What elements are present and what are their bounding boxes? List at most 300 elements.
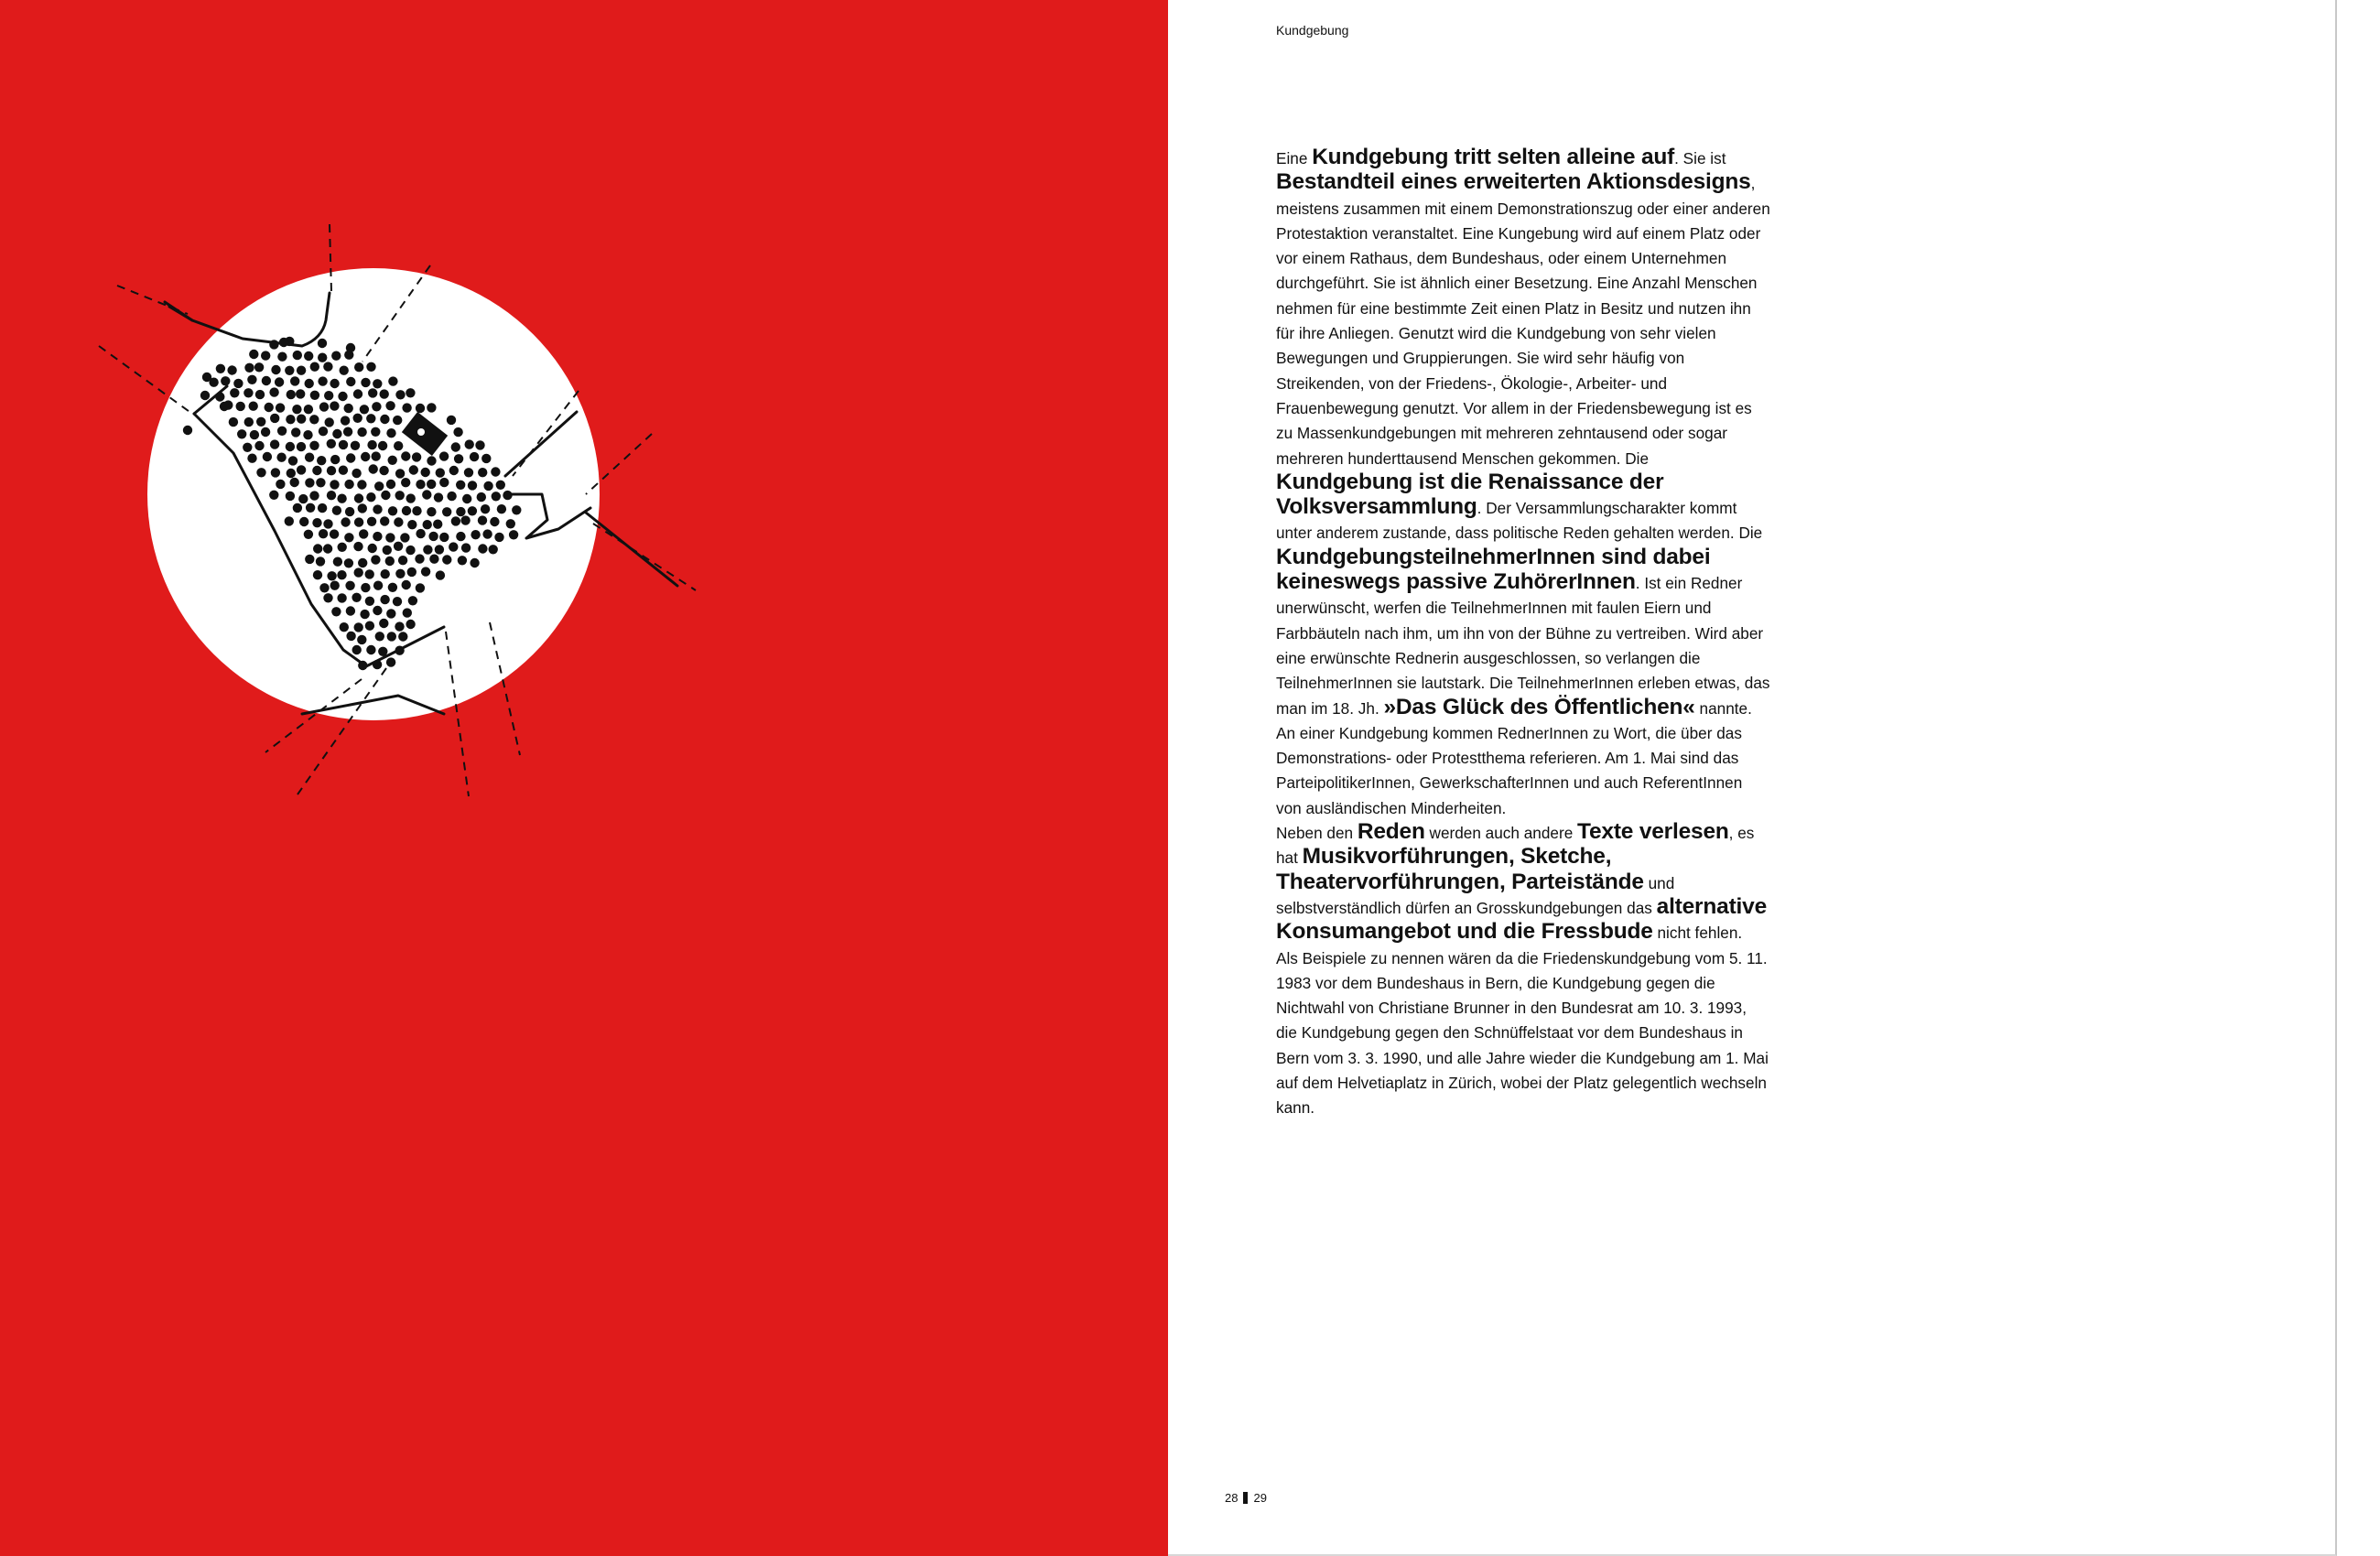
crowd-dot <box>313 544 322 553</box>
body-run: , es hat <box>1276 824 1755 868</box>
crowd-dot <box>353 414 362 423</box>
crowd-dot <box>271 468 280 477</box>
crowd-dot <box>470 452 479 461</box>
crowd-dot <box>360 405 369 414</box>
crowd-dot <box>305 555 314 564</box>
crowd-dot <box>261 427 270 437</box>
crowd-dot <box>352 593 361 602</box>
crowd-dot <box>330 480 339 489</box>
crowd-dot <box>270 414 279 423</box>
highlight-phrase: »Das Glück des Öffentlichen« <box>1383 694 1695 719</box>
highlight-phrase: Texte verlesen <box>1577 819 1729 845</box>
body-run: Eine <box>1276 149 1313 167</box>
crowd-dot <box>286 415 295 424</box>
crowd-dot <box>388 506 397 515</box>
stage-dot <box>417 428 425 436</box>
crowd-dot <box>344 480 353 489</box>
crowd-dot <box>358 503 367 513</box>
crowd-dot <box>244 417 254 427</box>
crowd-dot <box>373 504 382 513</box>
crowd-dot <box>386 609 395 618</box>
crowd-dot <box>371 555 380 564</box>
crowd-dot <box>401 478 410 487</box>
crowd-dot <box>465 439 474 448</box>
crowd-dot <box>352 469 361 478</box>
crowd-dot <box>306 503 315 513</box>
crowd-dot <box>318 503 327 513</box>
body-run: Als Beispiele zu nennen wären da die Friedenskundgebung vom 5. 11. 1983 vor dem Bundeshaus in Bern, die Kundgebung gegen die Nichtwahl von Christiane Brunner in den Bundesrat am 10. 3. 1993, die Kundgebung gegen den Schnüffelstaat vor dem Bundeshaus in Bern vom 3. 3. 1990, und alle Jahre wieder die Kundgebung am 1. Mai auf dem Helvetiaplatz in Zürich, wobei der Platz gelegentlich wechseln kann. <box>1276 948 1769 1118</box>
body-run: Neben den <box>1276 824 1358 843</box>
crowd-dot <box>449 466 459 475</box>
crowd-dot <box>261 351 270 360</box>
crowd-dot <box>346 343 355 352</box>
crowd-dot <box>478 468 487 477</box>
crowd-dot <box>491 467 500 476</box>
crowd-dot <box>340 622 349 632</box>
crowd-dot <box>337 494 346 503</box>
crowd-dot <box>368 544 377 553</box>
body-text <box>1276 146 1770 1121</box>
crowd-dot <box>365 569 374 578</box>
crowd-dot <box>398 632 407 641</box>
crowd-dot <box>290 376 299 385</box>
crowd-dot <box>353 389 362 398</box>
crowd-dot <box>468 506 477 515</box>
crowd-dot <box>230 388 239 397</box>
crowd-dot <box>367 517 376 526</box>
crowd-dot <box>416 480 425 489</box>
crowd-dot <box>434 492 443 502</box>
crowd-dot <box>357 635 366 644</box>
crowd-dot <box>360 610 369 619</box>
crowd-dot <box>470 558 479 567</box>
crowd-dot <box>433 520 442 529</box>
crowd-dot <box>269 340 278 349</box>
crowd-dot <box>290 478 299 487</box>
crowd-dot <box>316 478 325 487</box>
crowd-dot <box>293 351 302 360</box>
crowd-dot <box>451 442 460 451</box>
crowd-dot <box>344 533 353 542</box>
crowd-dot <box>503 491 512 500</box>
crowd-dot <box>451 516 460 525</box>
crowd-dot <box>461 543 471 552</box>
left-page <box>0 0 1168 1556</box>
crowd-dot <box>406 546 415 555</box>
crowd-dot <box>343 427 352 437</box>
crowd-dot <box>380 389 389 398</box>
crowd-dot <box>393 597 402 606</box>
crowd-dot <box>285 516 294 525</box>
crowd-dot <box>373 606 382 615</box>
crowd-dot <box>482 529 492 538</box>
crowd-dot <box>332 429 341 438</box>
crowd-dot <box>471 530 480 539</box>
crowd-dot <box>256 417 265 427</box>
crowd-dot <box>402 403 411 412</box>
crowd-dot <box>412 452 421 461</box>
crowd-dot <box>310 362 319 372</box>
crowd-dot <box>494 533 503 542</box>
crowd-dot <box>395 646 404 655</box>
crowd-dot <box>330 581 340 590</box>
body-run: nannte. An einer Kundgebung kommen RednerInnen zu Wort, die über das Demonstrations- oder Protestthema referieren. Am 1. Mai sind das ParteipolitikerInnen, GewerkschafterInnen und auch ReferentInnen von ausländischen Minderheiten. <box>1276 698 1752 817</box>
crowd-dot <box>277 427 287 436</box>
crowd-dot <box>327 491 336 500</box>
crowd-dot <box>318 376 327 385</box>
crowd-dot <box>359 529 368 538</box>
crowd-dot <box>323 362 332 371</box>
crowd-dot <box>509 530 518 539</box>
crowd-dot <box>330 401 339 410</box>
crowd-dot <box>319 402 329 411</box>
crowd-dot <box>401 451 410 460</box>
crowd-dot <box>366 362 375 372</box>
crowd-dot <box>327 571 336 580</box>
highlight-phrase: Reden <box>1357 819 1425 845</box>
crowd-dot <box>506 519 515 528</box>
crowd-dot <box>403 608 412 617</box>
crowd-dot <box>220 402 229 411</box>
crowd-dot <box>398 556 407 565</box>
crowd-dot <box>395 390 405 399</box>
crowd-dot <box>478 544 487 553</box>
crowd-dot <box>406 620 415 629</box>
crowd-dot <box>361 452 370 461</box>
crowd-dot <box>427 480 436 489</box>
crowd-dot <box>354 517 363 526</box>
crowd-dot <box>331 607 341 616</box>
crowd-dot <box>365 597 374 606</box>
crowd-dot <box>287 390 296 399</box>
crowd-dot <box>357 427 366 437</box>
crowd-dot <box>254 362 264 372</box>
crowd-dot <box>263 452 272 461</box>
crowd-dot <box>319 583 329 592</box>
crowd-dot <box>276 480 285 489</box>
crowd-dot <box>442 507 451 516</box>
crowd-dot <box>373 581 383 590</box>
crowd-dot <box>369 464 378 473</box>
crowd-dot <box>388 376 397 385</box>
crowd-dot <box>478 515 487 524</box>
crowd-dot <box>354 362 363 372</box>
crowd-dot <box>236 402 245 411</box>
crowd-dot <box>327 466 336 475</box>
crowd-dot <box>341 416 350 425</box>
crowd-dot <box>285 366 294 375</box>
crowd-dot <box>395 469 405 478</box>
crowd-dot <box>233 379 243 388</box>
crowd-dot <box>361 378 370 387</box>
crowd-dot <box>427 456 436 465</box>
crowd-dot <box>380 516 389 525</box>
crowd-dot <box>309 441 319 450</box>
folio-separator <box>1243 1492 1248 1504</box>
crowd-dot <box>464 468 473 477</box>
running-head: Kundgebung <box>1276 23 1349 38</box>
highlight-phrase: Kundgebung tritt selten alleine auf <box>1312 145 1675 169</box>
crowd-dot <box>380 595 389 604</box>
crowd-dot <box>489 545 498 554</box>
crowd-dot <box>395 621 404 631</box>
crowd-dot <box>318 353 327 362</box>
crowd-plan-icon <box>92 211 714 815</box>
crowd-dot <box>269 491 278 500</box>
highlight-phrase: Musikvorführungen, Sketche, Theatervorführungen, Parteistände <box>1276 844 1644 894</box>
crowd-dot <box>449 542 458 551</box>
crowd-dot <box>227 365 236 374</box>
crowd-dot <box>456 481 465 490</box>
body-run: . Ist ein Redner unerwünscht, werfen die TeilnehmerInnen mit faulen Eiern und Farbbäuteln nach ihm, um ihn von der Bühne zu vertreiben. Wird aber eine erwünschte Rednerin ausgeschlossen, so verlangen die TeilnehmerInnen sie lautstark. Die TeilnehmerInnen erleben etwas, das man im 18. Jh. <box>1276 574 1770 718</box>
crowd-dot <box>361 583 370 592</box>
body-run: nicht fehlen. <box>1652 924 1743 943</box>
crowd-dot <box>394 542 403 551</box>
crowd-dot <box>276 403 285 412</box>
crowd-dot <box>183 426 192 435</box>
crowd-dot <box>330 529 339 538</box>
crowd-dot <box>319 427 328 436</box>
crowd-dot <box>386 428 395 438</box>
crowd-dot <box>496 481 505 490</box>
crowd-dot <box>249 402 258 411</box>
crowd-dot <box>338 543 347 552</box>
crowd-dot <box>381 569 390 578</box>
crowd-dot <box>323 519 332 528</box>
crowd-dot <box>304 530 313 539</box>
crowd-dot <box>324 391 333 400</box>
crowd-dot <box>388 583 397 592</box>
crowd-dot <box>337 570 346 579</box>
crowd-dot <box>409 465 418 474</box>
crowd-dot <box>375 632 384 641</box>
crowd-dot <box>435 545 444 554</box>
crowd-dot <box>305 379 314 388</box>
crowd-dot <box>346 453 355 462</box>
crowd-dot <box>358 558 367 567</box>
crowd-dot <box>269 387 278 396</box>
crowd-dot <box>512 505 521 514</box>
crowd-dot <box>330 455 340 464</box>
crowd-dot <box>367 440 376 449</box>
crowd-dot <box>468 481 477 490</box>
body-run: . Der Versammlungscharakter kommt unter anderem zustande, dass politische Reden gehalten werden. Die <box>1276 499 1763 543</box>
crowd-dot <box>481 454 491 463</box>
crowd-dot <box>202 373 211 382</box>
crowd-dot <box>346 606 355 615</box>
crowd-dot <box>475 440 484 449</box>
crowd-dot <box>380 415 389 424</box>
highlight-phrase: Kundgebung ist die Renaissance der Volksversammlung <box>1276 469 1664 520</box>
crowd-dot <box>317 456 326 465</box>
body-run: werden auch andere <box>1424 824 1578 843</box>
crowd-dot <box>333 557 342 567</box>
crowd-dot <box>453 427 462 437</box>
crowd-dot <box>402 580 411 589</box>
crowd-dot <box>291 427 300 437</box>
crowd-dot <box>297 415 306 424</box>
crowd-dot <box>373 379 382 388</box>
crowd-dot <box>372 451 381 460</box>
crowd-dot <box>330 379 339 388</box>
crowd-dot <box>345 581 354 590</box>
crowd-dot <box>354 493 363 502</box>
crowd-dot <box>429 555 438 564</box>
crowd-dot <box>256 468 265 477</box>
crowd-dot <box>344 558 353 567</box>
crowd-dot <box>309 491 319 500</box>
crowd-dot <box>275 377 284 386</box>
crowd-dot <box>271 365 280 374</box>
crowd-dot <box>339 440 348 449</box>
crowd-dot <box>262 376 271 385</box>
crowd-dot <box>497 504 506 513</box>
crowd-dot <box>415 554 424 563</box>
crowd-dot <box>458 556 467 565</box>
crowd-dot <box>237 429 246 438</box>
crowd-dot <box>477 492 486 502</box>
highlight-phrase: KundgebungsteilnehmerInnen sind dabei keineswegs passive ZuhörerInnen <box>1276 544 1711 595</box>
crowd-dot <box>416 529 425 538</box>
crowd-dot <box>338 392 347 401</box>
crowd-dot <box>394 441 403 450</box>
crowd-dot <box>422 490 431 499</box>
crowd-dot <box>270 439 279 448</box>
crowd-dot <box>200 391 210 400</box>
crowd-dot <box>323 593 332 602</box>
crowd-dot <box>412 506 421 515</box>
crowd-dot <box>373 532 382 541</box>
page-numbers <box>1225 1491 1267 1505</box>
crowd-dot <box>353 542 362 551</box>
crowd-dot <box>331 351 341 361</box>
crowd-dot <box>373 660 382 669</box>
crowd-dot <box>346 632 355 641</box>
crowd-dot <box>312 466 321 475</box>
crowd-dot <box>385 401 395 410</box>
crowd-dot <box>427 507 436 516</box>
highlight-phrase: alternative Konsumangebot und die Fressbude <box>1276 893 1768 945</box>
crowd-dot <box>406 493 416 502</box>
crowd-dot <box>325 417 334 427</box>
crowd-dot <box>255 390 265 399</box>
crowd-dot <box>216 364 225 373</box>
crowd-dot <box>304 351 313 361</box>
body-run: . Sie ist <box>1674 149 1726 167</box>
crowd-dot <box>244 363 254 373</box>
crowd-dot <box>406 388 415 397</box>
crowd-dot <box>305 453 314 462</box>
crowd-dot <box>492 492 501 501</box>
crowd-dot <box>388 456 397 465</box>
crowd-dot <box>312 518 321 527</box>
crowd-dot <box>299 517 308 526</box>
crowd-dot <box>344 404 353 413</box>
crowd-dot <box>354 567 363 577</box>
highlight-phrase: Bestandteil eines erweiterten Aktionsdesigns <box>1276 169 1751 195</box>
crowd-dot <box>402 506 411 515</box>
crowd-dot <box>456 507 465 516</box>
crowd-dot <box>379 619 388 628</box>
crowd-dot <box>215 392 224 401</box>
crowd-dot <box>407 520 416 529</box>
crowd-dot <box>319 529 328 538</box>
crowd-dot <box>427 403 436 412</box>
crowd-dot <box>416 583 425 592</box>
crowd-dot <box>407 567 416 577</box>
body-paragraph <box>1276 946 1770 1121</box>
crowd-dot <box>439 533 449 542</box>
crowd-dot <box>286 492 295 501</box>
crowd-dot <box>378 441 387 450</box>
crowd-dot <box>298 494 308 503</box>
crowd-dot <box>408 596 417 605</box>
crowd-dot <box>400 533 409 542</box>
crowd-dot <box>421 567 430 576</box>
crowd-dot <box>385 533 395 542</box>
crowd-dot <box>297 366 306 375</box>
crowd-dot <box>277 352 287 362</box>
crowd-dot <box>371 427 380 437</box>
crowd-dot <box>378 647 387 656</box>
crowd-dot <box>387 632 396 641</box>
crowd-dot <box>416 404 425 413</box>
crowd-dot <box>454 454 463 463</box>
crowd-dot <box>460 515 470 524</box>
crowd-dot <box>287 469 296 478</box>
crowd-dot <box>381 491 390 500</box>
crowd-dot <box>318 339 327 348</box>
crowd-dot <box>297 465 306 474</box>
crowd-dot <box>254 441 264 450</box>
crowd-dot <box>243 443 252 452</box>
outer-margin <box>2337 0 2380 1556</box>
crowd-dot <box>286 442 295 451</box>
body-run: , meistens zusammen mit einem Demonstrationszug oder einer anderen Protestaktion veranstaltet. Eine Kungebung wird auf einem Platz oder vor einem Rathaus, dem Bundeshaus, oder einem Unternehmen durchgeführt. Sie ist ähnlich einer Besetzung. Eine Anzahl Menschen nehmen für eine bestimmte Zeit einen Platz in Besitz und nutzen ihn für ihre Anliegen. Genutzt wird die Kundgebung von sehr vielen Bewegungen und Gruppierungen. Sie wird sehr häufig von Streikenden, von der Friedens-, Ökologie-, Arbeiter- und Frauenbewegung genutzt. Vor allem in der Friedensbewegung ist es zu Massenkundgebungen mit mehreren zehntausend oder sogar mehreren hunderttausend Menschen gekommen. Die <box>1276 174 1770 468</box>
crowd-dot <box>368 388 377 397</box>
crowd-dot <box>456 532 465 541</box>
crowd-dot <box>372 402 381 411</box>
crowd-dot <box>339 466 348 475</box>
crowd-dot <box>394 517 403 526</box>
crowd-dot <box>316 556 325 566</box>
crowd-dot <box>365 621 374 631</box>
crowd-dot <box>345 507 354 516</box>
crowd-dot <box>332 506 341 515</box>
crowd-dot <box>395 569 405 578</box>
crowd-dot <box>297 442 306 451</box>
crowd-dot <box>447 492 456 501</box>
crowd-dot <box>346 377 355 386</box>
crowd-dot <box>296 389 305 398</box>
crowd-dot <box>358 661 367 670</box>
crowd-dot <box>462 494 471 503</box>
page-number-left: 28 <box>1225 1491 1239 1505</box>
crowd-dot <box>354 622 363 632</box>
crowd-dot <box>293 503 302 513</box>
crowd-dot <box>423 520 432 529</box>
crowd-dot <box>428 532 438 541</box>
crowd-dot <box>439 478 449 487</box>
crowd-dot <box>221 376 230 385</box>
crowd-dot <box>323 544 332 553</box>
page-number-right: 29 <box>1253 1491 1267 1505</box>
crowd-dot <box>366 414 375 423</box>
crowd-dot <box>279 338 288 347</box>
crowd-dot <box>276 453 286 462</box>
crowd-dot <box>490 517 499 526</box>
crowd-dot <box>421 468 430 477</box>
